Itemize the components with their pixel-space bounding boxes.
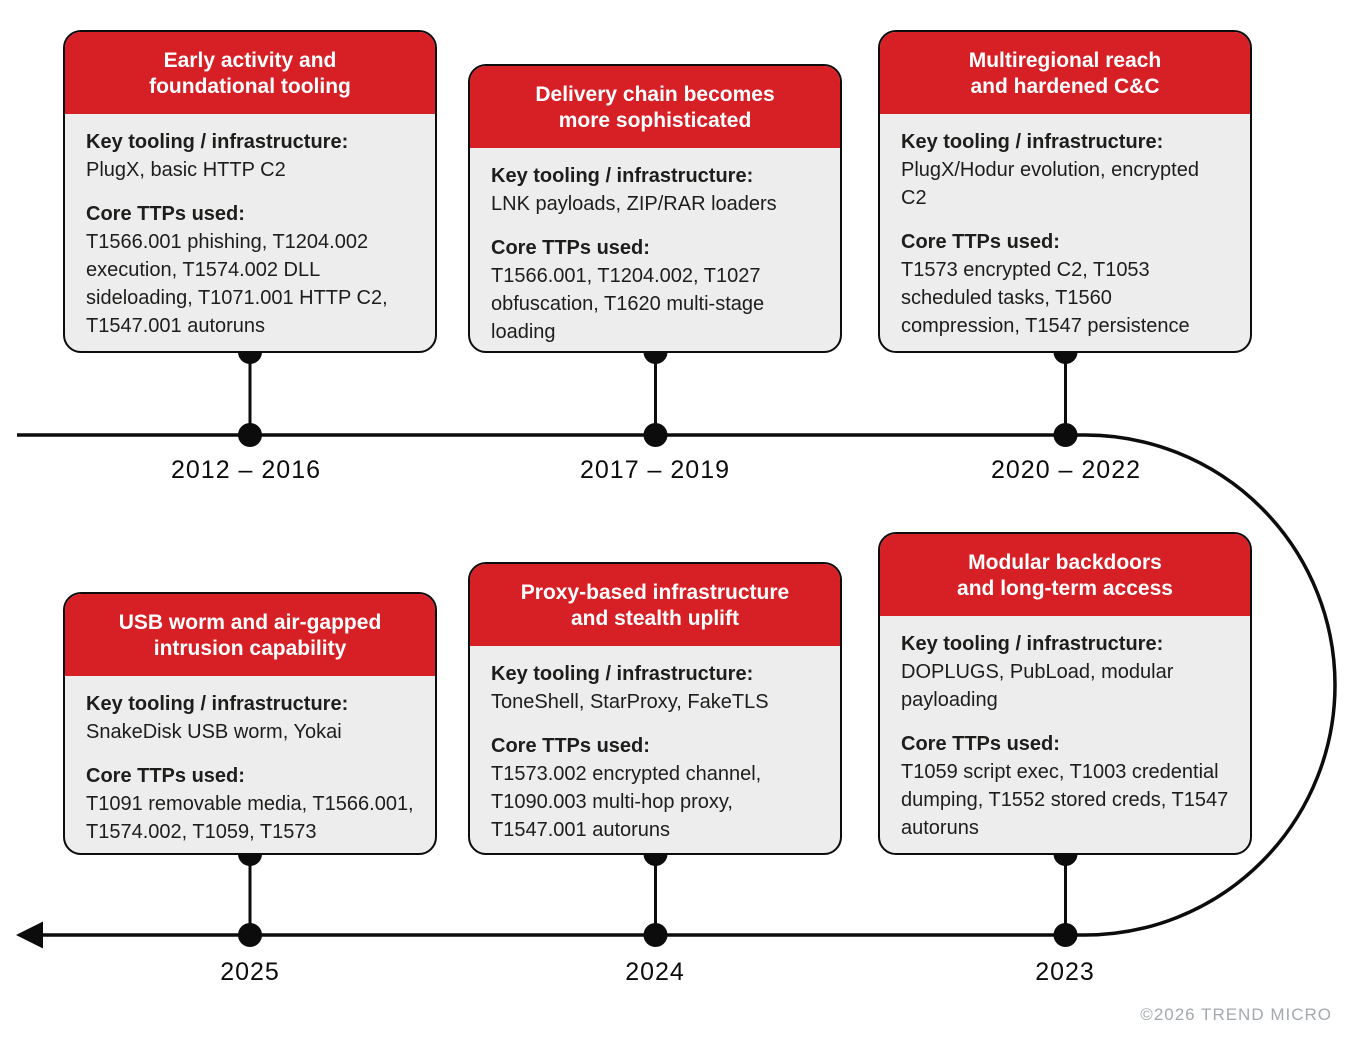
card-body (470, 148, 840, 353)
card-title-line: Proxy-based infrastructure (520, 581, 790, 604)
phase-card-2025 (63, 592, 437, 855)
card-title-line: Delivery chain becomes (535, 83, 775, 106)
card-title (470, 564, 840, 646)
phase-card-2023 (878, 532, 1252, 855)
key-tooling-heading: Key tooling / infrastructure: (491, 663, 754, 685)
year-label-2012-2016: 2012 – 2016 (170, 456, 322, 484)
key-tooling-heading: Key tooling / infrastructure: (86, 693, 349, 715)
year-label-2017-2019: 2017 – 2019 (579, 456, 731, 484)
card-title-line: foundational tooling (149, 75, 351, 98)
phase-card-2024 (468, 562, 842, 855)
timeline-node (644, 423, 668, 447)
year-label-2025: 2025 (220, 958, 280, 986)
timeline-node (238, 923, 262, 947)
core-ttps-value: T1573.002 encrypted channel, T1090.003 multi-hop proxy, T1547.001 autoruns (491, 763, 762, 841)
card-title (470, 66, 840, 148)
card-body (65, 114, 435, 350)
card-title-line: and hardened C&C (970, 75, 1160, 98)
card-title-line: and stealth uplift (571, 607, 739, 630)
year-label-2023: 2023 (1035, 958, 1095, 986)
key-tooling-value: SnakeDisk USB worm, Yokai (86, 721, 342, 743)
core-ttps-value: T1566.001 phishing, T1204.002 execution, T1574.002 DLL sideloading, T1071.001 HTTP C2, T1547.001 autoruns (86, 231, 388, 337)
timeline-node (238, 423, 262, 447)
key-tooling-heading: Key tooling / infrastructure: (901, 131, 1164, 153)
phase-card-2012-2016 (63, 30, 437, 353)
timeline-node (1054, 923, 1078, 947)
core-ttps-heading: Core TTPs used: (86, 203, 245, 225)
phase-card-2020-2022 (878, 30, 1252, 353)
key-tooling-value: LNK payloads, ZIP/RAR loaders (491, 193, 777, 215)
key-tooling-heading: Key tooling / infrastructure: (86, 131, 349, 153)
timeline-node (644, 923, 668, 947)
card-title-line: intrusion capability (153, 637, 347, 660)
key-tooling-value: ToneShell, StarProxy, FakeTLS (491, 691, 769, 713)
core-ttps-heading: Core TTPs used: (901, 733, 1060, 755)
card-body (880, 114, 1250, 350)
core-ttps-heading: Core TTPs used: (491, 735, 650, 757)
card-title-line: Multiregional reach (968, 49, 1162, 72)
card-title-line: Early activity and (163, 49, 337, 72)
core-ttps-value: T1566.001, T1204.002, T1027 obfuscation, T1620 multi-stage loading (491, 265, 765, 343)
card-title-line: and long-term access (957, 577, 1173, 600)
copyright-watermark: ©2026 TREND MICRO (1140, 1005, 1332, 1024)
phase-card-2017-2019 (468, 64, 842, 353)
card-body (880, 616, 1250, 852)
core-ttps-value: T1091 removable media, T1566.001, T1574.002, T1059, T1573 (86, 793, 414, 843)
card-title-line: more sophisticated (558, 109, 752, 132)
core-ttps-heading: Core TTPs used: (491, 237, 650, 259)
card-title (65, 594, 435, 676)
key-tooling-value: PlugX, basic HTTP C2 (86, 159, 286, 181)
core-ttps-heading: Core TTPs used: (901, 231, 1060, 253)
card-body (470, 646, 840, 854)
key-tooling-value: PlugX/Hodur evolution, encrypted C2 (901, 159, 1199, 209)
timeline-node (1054, 423, 1078, 447)
core-ttps-heading: Core TTPs used: (86, 765, 245, 787)
year-label-2020-2022: 2020 – 2022 (990, 456, 1142, 484)
core-ttps-value: T1573 encrypted C2, T1053 scheduled tasks, T1560 compression, T1547 persistence (901, 259, 1190, 337)
card-title-line: Modular backdoors (968, 551, 1162, 574)
card-title (880, 534, 1250, 616)
card-title-line: USB worm and air-gapped (118, 611, 382, 634)
key-tooling-heading: Key tooling / infrastructure: (901, 633, 1164, 655)
card-body (65, 676, 435, 855)
card-title (880, 32, 1250, 114)
key-tooling-heading: Key tooling / infrastructure: (491, 165, 754, 187)
timeline-arrowhead-icon (16, 922, 43, 949)
card-title (65, 32, 435, 114)
key-tooling-value: DOPLUGS, PubLoad, modular payloading (901, 661, 1174, 711)
year-label-2024: 2024 (625, 958, 685, 986)
core-ttps-value: T1059 script exec, T1003 credential dumping, T1552 stored creds, T1547 autoruns (901, 761, 1229, 839)
